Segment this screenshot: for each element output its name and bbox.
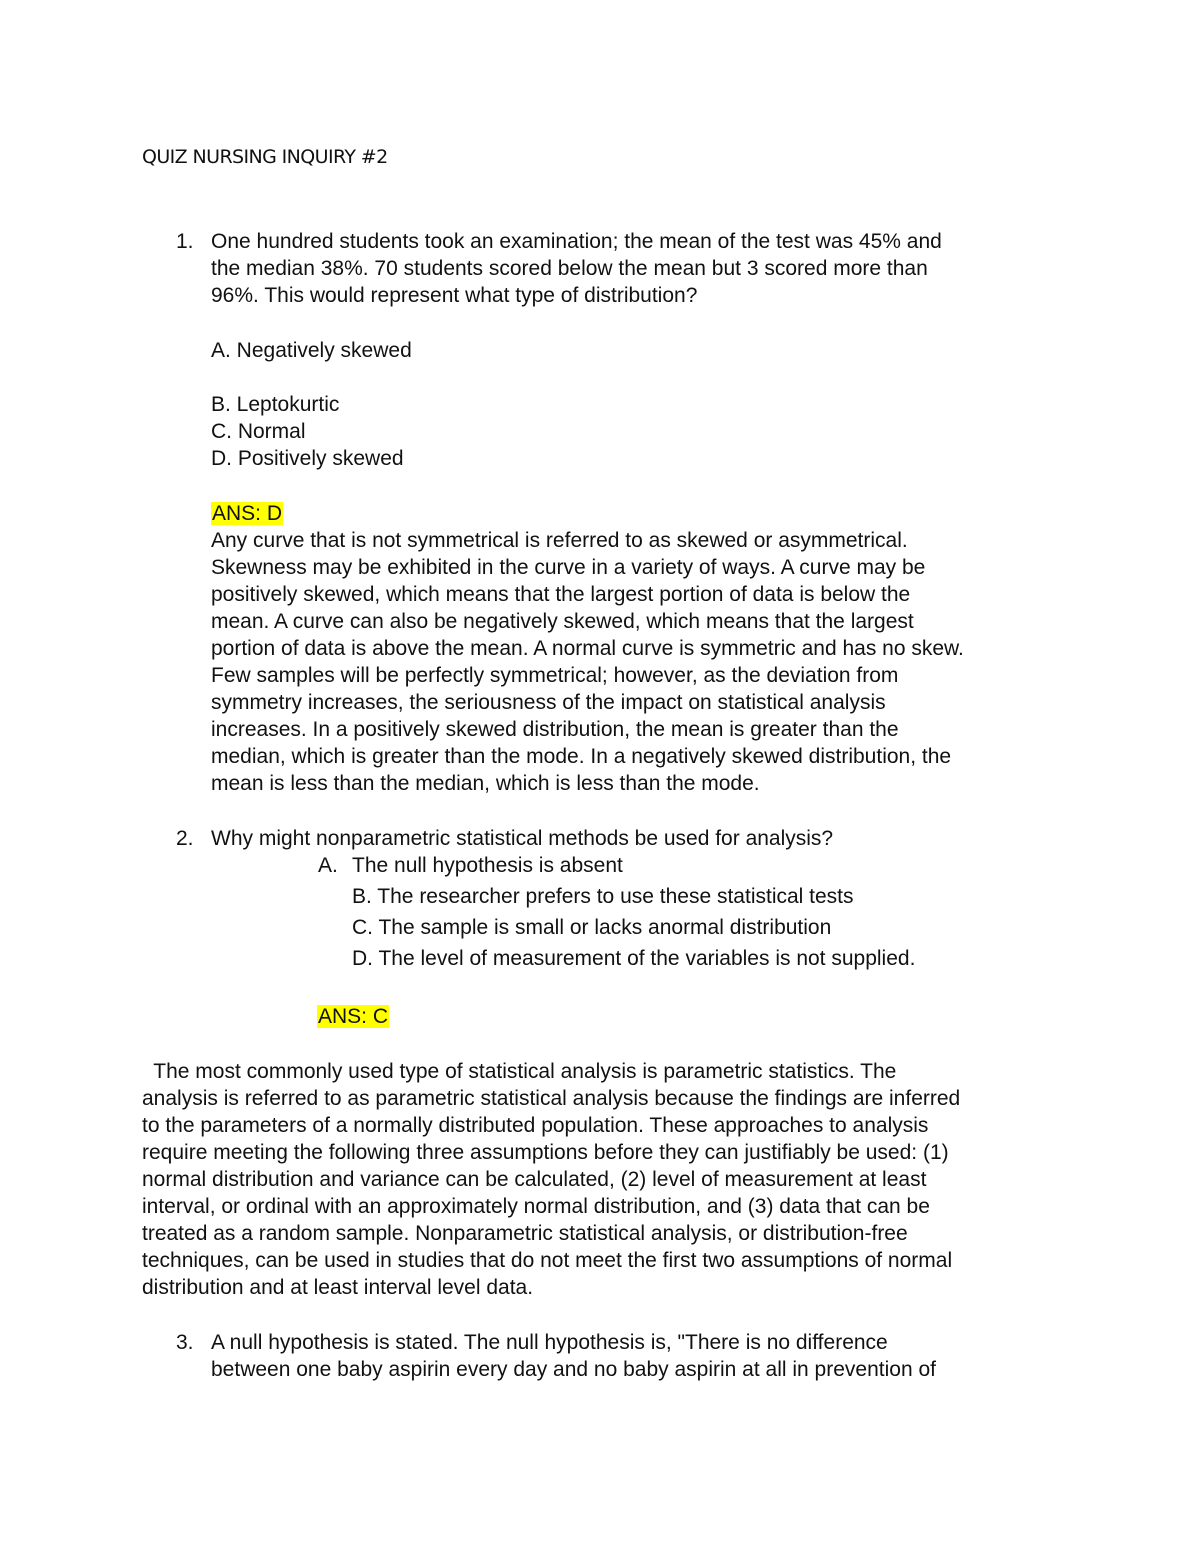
question-2-option-c: C. The sample is small or lacks anormal distribution [352,916,832,939]
question-1-option-a: A. Negatively skewed [211,339,412,362]
question-2-stem: Why might nonparametric statistical methods be used for analysis? [211,827,834,850]
question-1-option-b: B. Leptokurtic [211,393,340,416]
question-2-rationale-line-9: distribution and at least interval level data. [142,1276,534,1299]
question-2-rationale-line-8: techniques, can be used in studies that do not meet the first two assumptions of normal [142,1249,953,1272]
question-1-stem-line-3: 96%. This would represent what type of distribution? [211,284,698,307]
question-1-number: 1. [176,230,194,253]
question-2-option-b: B. The researcher prefers to use these statistical tests [352,885,854,908]
question-2-number: 2. [176,827,194,850]
question-1-rationale-line-1: Any curve that is not symmetrical is referred to as skewed or asymmetrical. [211,529,908,552]
question-2-option-a: The null hypothesis is absent [352,854,623,877]
question-2-rationale-line-3: to the parameters of a normally distributed population. These approaches to analysis [142,1114,929,1137]
page-title: QUIZ NURSING INQUIRY #2 [142,146,388,168]
question-2-answer: ANS: C [318,1005,389,1028]
question-2-rationale-line-6: interval, or ordinal with an approximately normal distribution, and (3) data that can be [142,1195,930,1218]
question-1-option-d: D. Positively skewed [211,447,404,470]
question-1-rationale-line-8: increases. In a positively skewed distribution, the mean is greater than the [211,718,899,741]
question-2-rationale-line-5: normal distribution and variance can be calculated, (2) level of measurement at least [142,1168,927,1191]
question-1-stem-line-1: One hundred students took an examination; the mean of the test was 45% and [211,230,942,253]
question-2-rationale-line-4: require meeting the following three assumptions before they can justifiably be used: (1) [142,1141,949,1164]
question-2-option-a-letter: A. [318,854,338,877]
question-1-rationale-line-5: portion of data is above the mean. A normal curve is symmetric and has no skew. [211,637,964,660]
question-2-rationale-line-2: analysis is referred to as parametric statistical analysis because the findings are inferred [142,1087,961,1110]
question-1-rationale-line-6: Few samples will be perfectly symmetrical; however, as the deviation from [211,664,899,687]
question-1-rationale-line-2: Skewness may be exhibited in the curve in a variety of ways. A curve may be [211,556,926,579]
question-3-stem-line-1: A null hypothesis is stated. The null hypothesis is, "There is no difference [211,1331,888,1354]
question-1-answer: ANS: D [212,502,283,525]
question-1-rationale-line-4: mean. A curve can also be negatively skewed, which means that the largest [211,610,914,633]
question-1-rationale-line-3: positively skewed, which means that the largest portion of data is below the [211,583,911,606]
question-1-rationale-line-10: mean is less than the median, which is less than the mode. [211,772,760,795]
question-2-rationale-line-7: treated as a random sample. Nonparametric statistical analysis, or distribution-free [142,1222,908,1245]
question-1-option-c: C. Normal [211,420,306,443]
question-1-rationale-line-7: symmetry increases, the seriousness of the impact on statistical analysis [211,691,886,714]
question-1-answer-line [211,500,283,527]
question-1-stem-line-2: the median 38%. 70 students scored below the mean but 3 scored more than [211,257,928,280]
question-3-stem-line-2: between one baby aspirin every day and no baby aspirin at all in prevention of [211,1358,936,1381]
question-1-rationale-line-9: median, which is greater than the mode. In a negatively skewed distribution, the [211,745,952,768]
question-2-option-d: D. The level of measurement of the variables is not supplied. [352,947,916,970]
question-3-number: 3. [176,1331,194,1354]
question-2-answer-line [317,1003,389,1030]
question-2-rationale-line-1: The most commonly used type of statistical analysis is parametric statistics. The [142,1060,897,1083]
